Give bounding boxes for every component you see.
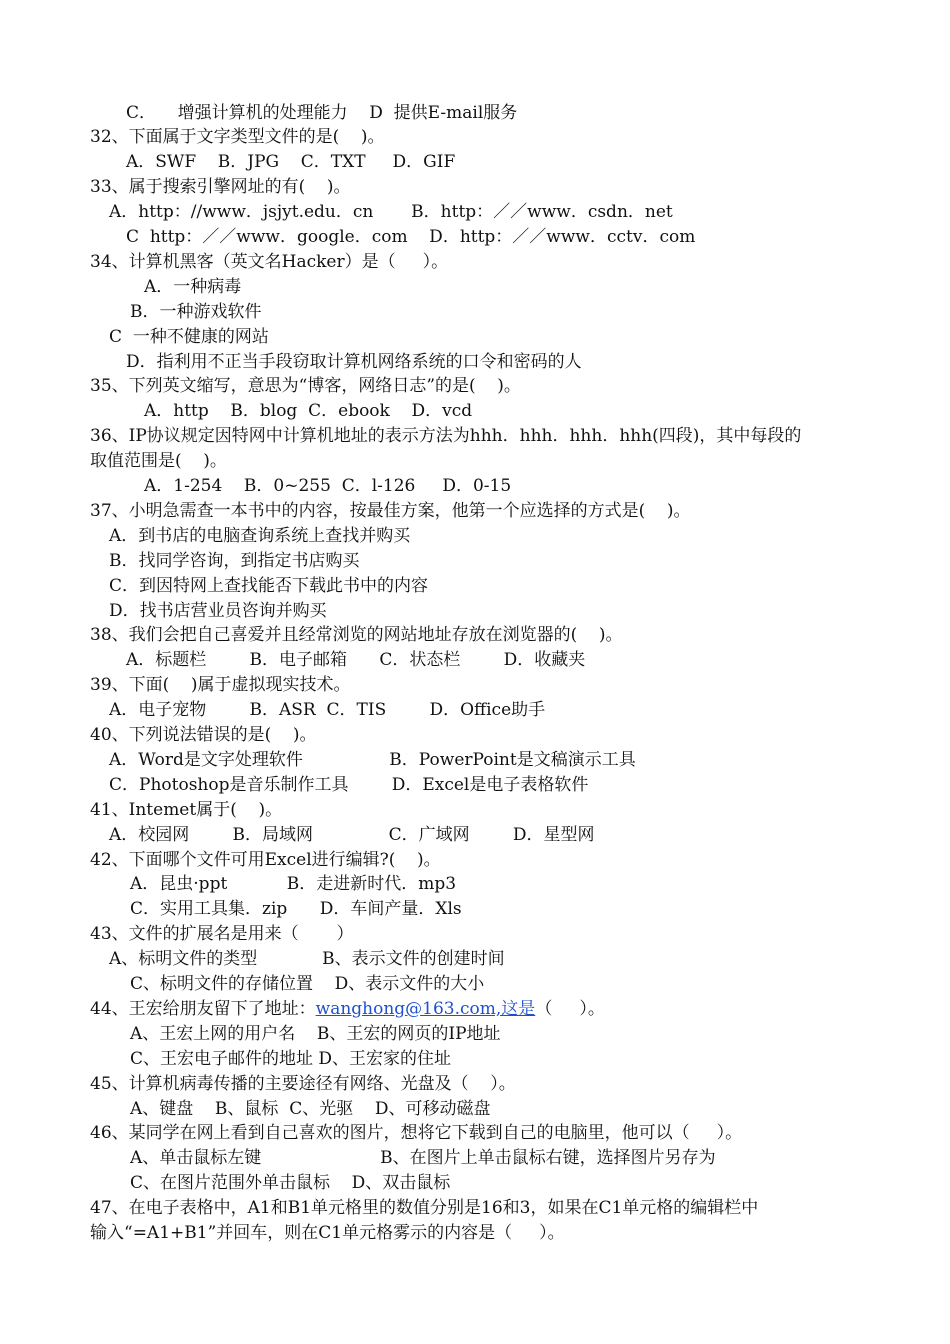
line-text: C http：／／www．google．com D．http：／／www．cctv．com <box>126 227 696 247</box>
line-text: A．到书店的电脑查询系统上查找并购买 <box>109 525 411 546</box>
line-text: A．一种病毒 <box>144 276 242 297</box>
text-line <box>130 972 484 997</box>
line-text: 35、下列英文缩写，意思为“博客，网络日志”的是( )。 <box>90 376 521 397</box>
email-link[interactable]: wanghong@163.com,这是 <box>315 998 536 1019</box>
line-text-after: （ ）。 <box>535 998 605 1019</box>
line-text: D．指利用不正当手段窃取计算机网络系统的口令和密码的人 <box>126 351 582 372</box>
text-line <box>130 897 462 922</box>
text-line <box>126 225 695 250</box>
line-text: C、标明文件的存储位置 D、表示文件的大小 <box>130 974 485 994</box>
text-line <box>90 1121 742 1146</box>
line-text: A、王宏上网的用户名 B、王宏的网页的IP地址 <box>130 1023 501 1044</box>
line-text: A、单击鼠标左键 B、在图片上单击鼠标右键，选择图片另存为 <box>130 1148 716 1169</box>
text-line <box>130 1097 490 1122</box>
line-text: A．http：//www．jsjyt.edu．cn B．http：／／www．csdn．net <box>109 202 673 223</box>
line-text: 33、属于搜索引擎网址的有( )。 <box>90 177 351 198</box>
text-line <box>109 947 505 972</box>
text-line <box>126 150 455 175</box>
text-line <box>90 499 691 524</box>
text-line <box>109 549 360 574</box>
line-text: C． 增强计算机的处理能力 D 提供E-mail服务 <box>126 102 518 123</box>
line-text: 34、计算机黑客（英文名Hacker）是（ ）。 <box>90 251 449 272</box>
text-line <box>130 300 262 325</box>
text-line <box>90 250 448 275</box>
text-line <box>130 1146 716 1171</box>
line-text: B．一种游戏软件 <box>130 301 262 322</box>
text-line <box>90 424 801 449</box>
line-text: B．找同学咨询，到指定书店购买 <box>109 550 360 571</box>
text-line <box>130 872 456 897</box>
line-text: 44、王宏给朋友留下了地址： <box>90 998 316 1019</box>
line-text: 39、下面( )属于虚拟现实技术。 <box>90 675 351 696</box>
text-line <box>109 524 410 549</box>
text-line <box>109 325 269 350</box>
text-line <box>90 125 385 150</box>
line-text: C．实用工具集．zip D．车间产量．Xls <box>130 899 462 920</box>
line-text: C、王宏电子邮件的地址 D、王宏家的住址 <box>130 1048 452 1069</box>
line-text: 42、下面哪个文件可用Excel进行编辑?( )。 <box>90 849 441 870</box>
text-line <box>126 101 517 126</box>
line-text: A．标题栏 B．电子邮箱 C．状态栏 D．收藏夹 <box>126 650 586 671</box>
line-text: 45、计算机病毒传播的主要途径有网络、光盘及（ ）。 <box>90 1073 516 1094</box>
line-text: A．Word是文字处理软件 B．PowerPoint是文稿演示工具 <box>109 749 636 770</box>
line-text: 37、小明急需查一本书中的内容，按最佳方案，他第一个应选择的方式是( )。 <box>90 500 691 521</box>
line-text: 取值范围是( )。 <box>90 451 227 472</box>
text-line <box>109 773 588 798</box>
text-line <box>130 1171 450 1196</box>
text-line <box>90 798 282 823</box>
text-line <box>90 1196 758 1221</box>
text-line <box>109 823 595 848</box>
text-line <box>109 748 636 773</box>
text-line <box>90 997 605 1022</box>
text-line <box>109 200 673 225</box>
line-text: A．http B．blog C．ebook D．vcd <box>144 401 473 422</box>
text-line <box>144 399 472 424</box>
line-text: 40、下列说法错误的是( )。 <box>90 725 317 745</box>
text-line <box>109 698 545 723</box>
line-text: 43、文件的扩展名是用来（ ） <box>90 924 354 945</box>
text-line <box>90 723 317 748</box>
line-text: D．找书店营业员咨询并购买 <box>109 600 327 621</box>
line-text: 36、IP协议规定因特网中计算机地址的表示方法为hhh．hhh．hhh．hhh(四段)，其中每段的 <box>90 426 802 447</box>
line-text: A．校园网 B．局域网 C．广域网 D．星型网 <box>109 824 595 845</box>
line-text: C．到因特网上查找能否下载此书中的内容 <box>109 575 429 596</box>
text-line <box>109 574 428 599</box>
line-text: C．Photoshop是音乐制作工具 D．Excel是电子表格软件 <box>109 774 589 795</box>
text-line <box>90 449 227 474</box>
line-text: C、在图片范围外单击鼠标 D、双击鼠标 <box>130 1173 451 1194</box>
text-line <box>90 922 353 947</box>
line-text: 输入“=A1+B1”并回车，则在C1单元格雾示的内容是（ ）。 <box>90 1223 565 1243</box>
line-text: A．SWF B．JPG C．TXT D．GIF <box>126 152 456 173</box>
text-line <box>130 1047 451 1072</box>
text-line <box>90 1221 565 1246</box>
line-text: 47、在电子表格中，A1和B1单元格里的数值分别是16和3，如果在C1单元格的编辑栏中 <box>90 1198 759 1219</box>
text-line <box>126 350 582 375</box>
text-line <box>126 648 585 673</box>
line-text: A、键盘 B、鼠标 C、光驱 D、可移动磁盘 <box>130 1098 491 1119</box>
line-text: A．电子宠物 B．ASR C．TIS D．Office助手 <box>109 700 546 721</box>
line-text: A、标明文件的类型 B、表示文件的创建时间 <box>109 949 505 970</box>
line-text: C 一种不健康的网站 <box>109 326 269 347</box>
line-text: 32、下面属于文字类型文件的是( )。 <box>90 127 385 148</box>
text-line <box>90 374 521 399</box>
line-text: 38、我们会把自己喜爱并且经常浏览的网站地址存放在浏览器的( )。 <box>90 625 623 646</box>
text-line <box>130 1022 501 1047</box>
line-text: A．1-254 B．0~255 C．l-126 D．0-15 <box>144 476 512 496</box>
text-line <box>109 599 327 624</box>
text-line <box>90 175 351 200</box>
text-line <box>144 275 241 300</box>
text-line <box>90 848 441 873</box>
line-text: A．昆虫·ppt B．走进新时代．mp3 <box>130 874 457 895</box>
text-line <box>144 474 511 499</box>
line-text: 46、某同学在网上看到自己喜欢的图片，想将它下载到自己的电脑里，他可以（ ）。 <box>90 1123 743 1144</box>
text-line <box>90 1072 516 1097</box>
text-line <box>90 673 351 698</box>
text-line <box>90 623 623 648</box>
line-text: 41、Intemet属于( )。 <box>90 799 283 820</box>
